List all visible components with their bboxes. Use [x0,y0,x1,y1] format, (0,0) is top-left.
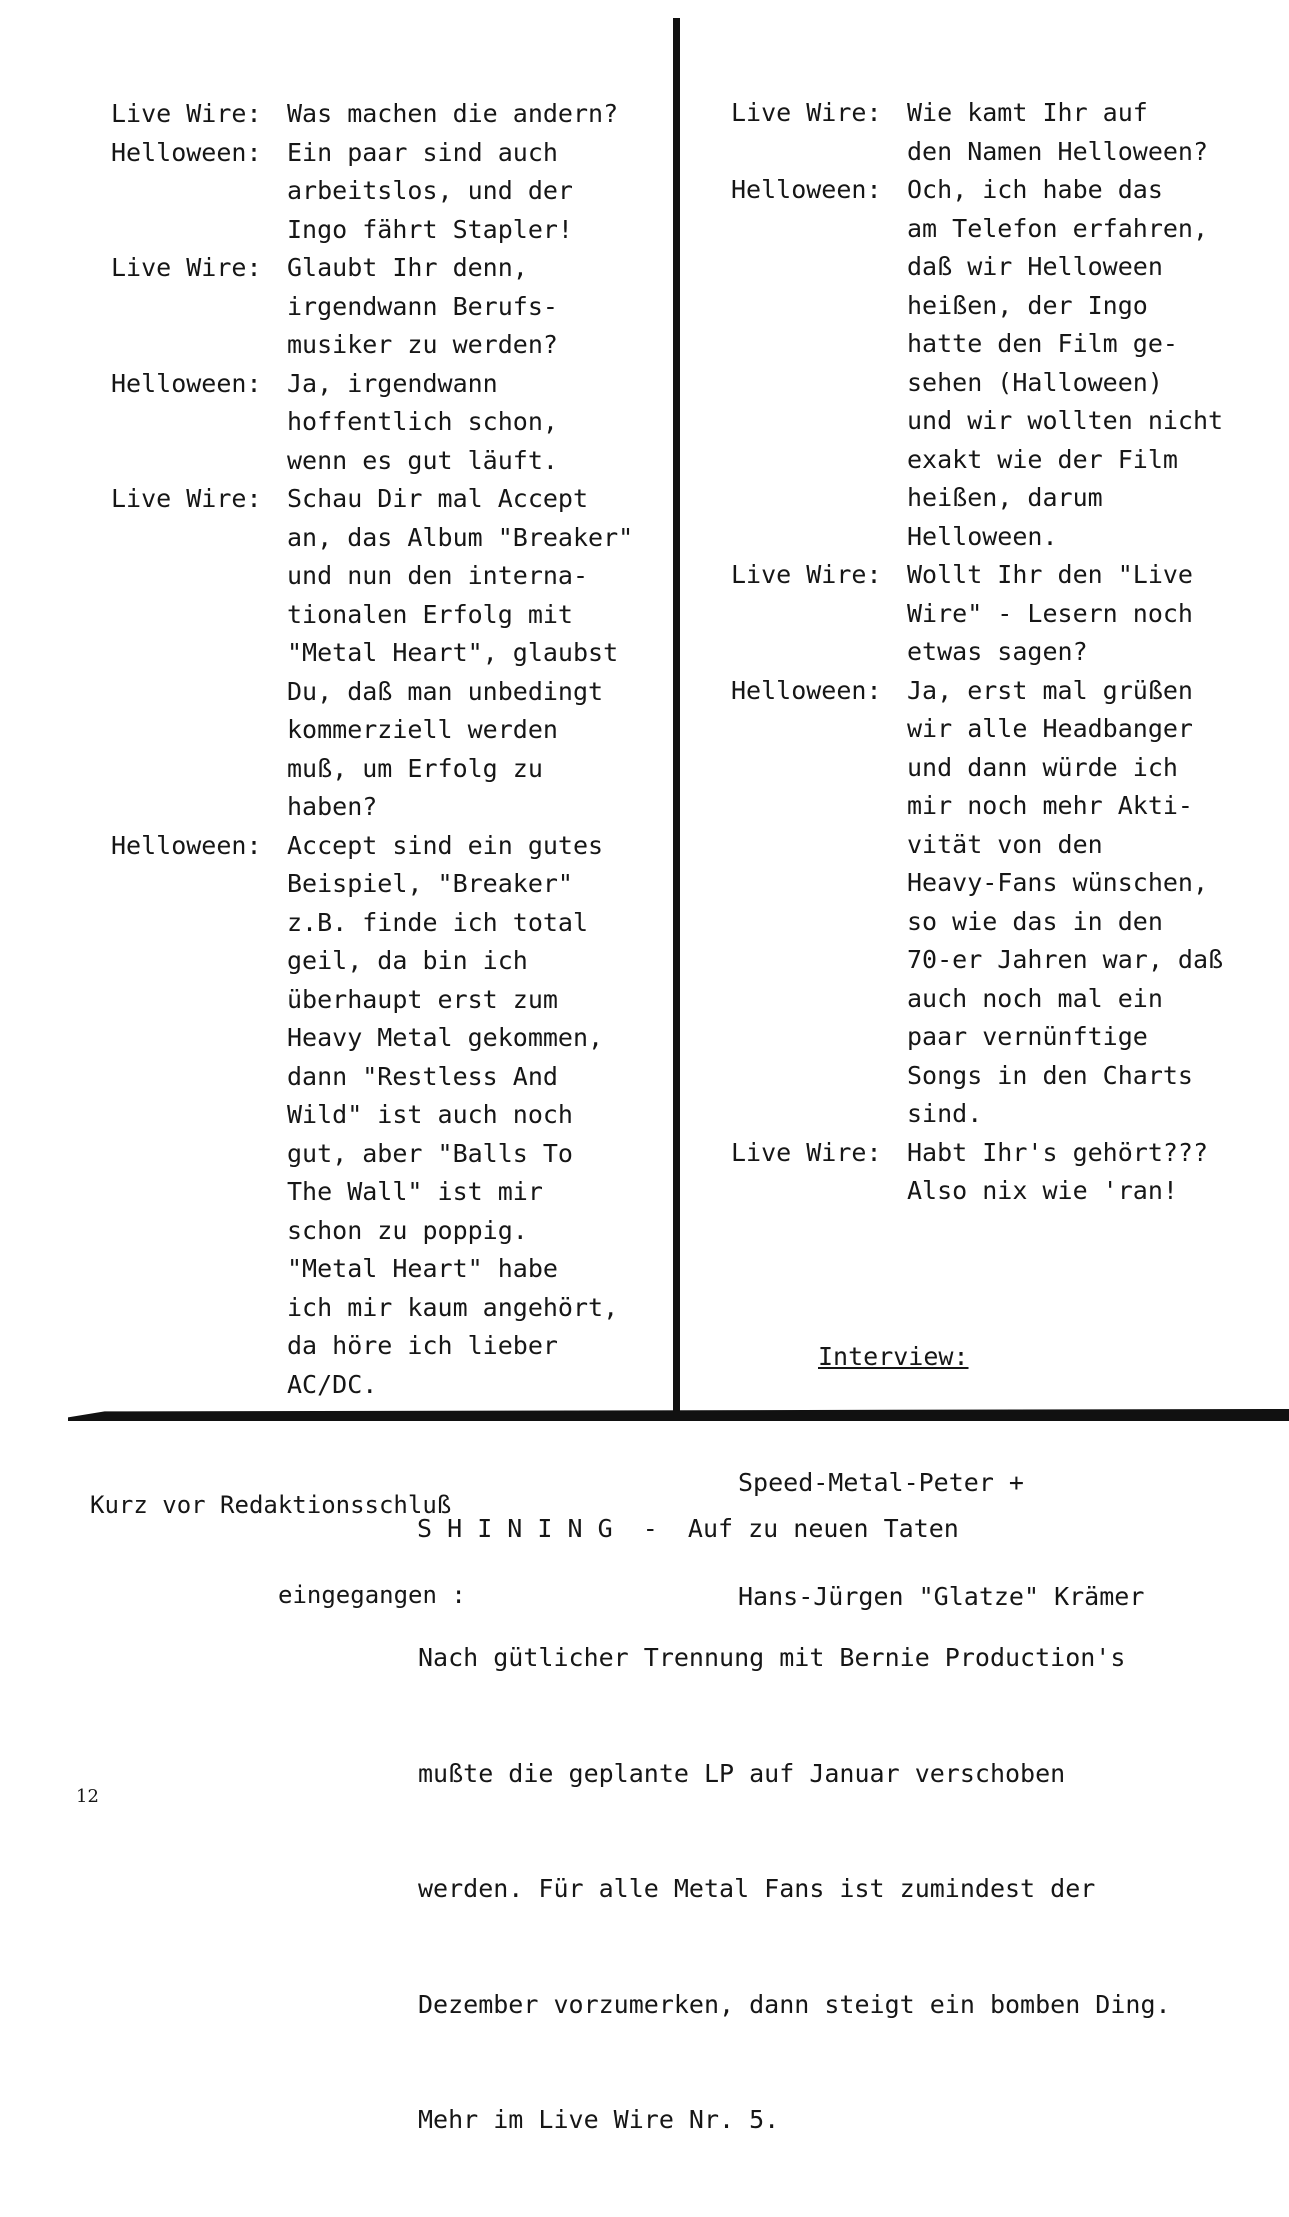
dialogue-text: Also nix wie 'ran! [907,1176,1178,1205]
dialogue-line [731,864,1223,903]
dialogue-line [111,827,633,866]
dialogue-text: an, das Album "Breaker" [287,522,634,552]
dialogue-line [731,364,1223,403]
speaker-label: Live Wire: [111,484,262,513]
dialogue-line [111,788,633,827]
dialogue-text: da höre ich lieber [287,1331,558,1360]
dialogue-line [731,1095,1223,1134]
credits-line: Speed-Metal-Peter + [738,1468,1024,1497]
speaker-label [111,1327,287,1366]
speaker-label: Helloween: [731,175,882,204]
dialogue-line [731,1134,1223,1173]
dialogue-text: heißen, darum [907,483,1103,512]
speaker-label [111,172,287,211]
credits-heading: Interview: [818,1342,969,1371]
dialogue-text: AC/DC. [287,1369,378,1399]
dialogue-text: Heavy Metal gekommen, [287,1023,604,1052]
dialogue-text: ich mir kaum angehört, [287,1292,619,1322]
speaker-label [111,788,287,827]
dialogue-text: Ein paar sind auch [287,137,558,167]
dialogue-line [111,249,633,288]
dialogue-text: Was machen die andern? [287,99,619,128]
speaker-label: Live Wire: [731,1137,882,1167]
shining-line: Nach gütlicher Trennung mit Bernie Production's [418,1643,1126,1672]
dialogue-line [111,865,633,904]
dialogue-text: z.B. finde ich total [287,907,589,937]
dialogue-line [731,518,1223,557]
dialogue-text: hoffentlich schon, [287,407,558,436]
dialogue-line [111,1289,633,1328]
dialogue-text: The Wall" ist mir [287,1177,543,1206]
dialogue-line [111,634,633,673]
speaker-label [111,442,287,481]
speaker-label [731,133,907,172]
speaker-label [731,787,907,826]
speaker-label [111,673,287,712]
dialogue-text: überhaupt erst zum [287,984,558,1014]
dialogue-line [731,1057,1223,1096]
dialogue-text: 70-er Jahren war, daß [907,945,1224,974]
dialogue-line [731,402,1223,441]
interview-right-column [731,94,1223,1211]
speaker-label: Live Wire: [111,99,262,128]
dialogue-line [731,633,1223,672]
speaker-label [731,980,907,1019]
dialogue-line [731,556,1223,595]
dialogue-line [111,1366,633,1405]
speaker-label [111,211,287,250]
dialogue-text: auch noch mal ein [907,983,1163,1013]
speaker-label [731,248,907,287]
dialogue-line [731,672,1223,711]
dialogue-line [111,365,633,404]
speaker-label [731,441,907,480]
dialogue-text: "Metal Heart", glaubst [287,638,619,667]
dialogue-line [731,903,1223,942]
speaker-label [111,1173,287,1212]
speaker-label [111,865,287,904]
dialogue-text: Helloween. [907,521,1058,551]
dialogue-text: Heavy-Fans wünschen, [907,868,1209,897]
speaker-label [731,1018,907,1057]
dialogue-text: kommerziell werden [287,715,558,744]
shining-line: werden. Für alle Metal Fans ist zumindest der [418,1874,1096,1903]
speaker-label [111,519,287,558]
speaker-label [731,1095,907,1134]
credits-line: Hans-Jürgen "Glatze" Krämer [738,1582,1145,1611]
dialogue-text: wenn es gut läuft. [287,445,558,475]
dialogue-text: so wie das in den [907,906,1163,936]
shining-line: mußte die geplante LP auf Januar verschoben [418,1758,1066,1788]
dialogue-line [111,673,633,712]
dialogue-line [731,595,1223,634]
speaker-label [731,826,907,865]
speaker-label [111,1135,287,1174]
dialogue-text: Glaubt Ihr denn, [287,253,528,282]
dialogue-line [731,210,1223,249]
dialogue-text: muß, um Erfolg zu [287,753,543,783]
dialogue-line [731,980,1223,1019]
dialogue-line [111,981,633,1020]
dialogue-line [111,519,633,558]
dialogue-text: Accept sind ein gutes [287,830,604,860]
dialogue-text: Schau Dir mal Accept [287,484,589,513]
speaker-label [111,403,287,442]
shining-line: Mehr im Live Wire Nr. 5. [418,2105,780,2134]
speaker-label [111,1212,287,1251]
dialogue-line [111,403,633,442]
dialogue-text: Ingo fährt Stapler! [287,214,573,244]
speaker-label [111,711,287,750]
speaker-label [731,1057,907,1096]
dialogue-text: geil, da bin ich [287,946,528,975]
dialogue-line [111,211,633,250]
late-news-note [90,1430,466,1670]
speaker-label [731,749,907,788]
dialogue-text: Wire" - Lesern noch [907,598,1193,628]
speaker-label [731,710,907,749]
dialogue-text: dann "Restless And [287,1061,558,1091]
dialogue-line [111,288,633,327]
dialogue-text: und dann würde ich [907,752,1178,782]
dialogue-line [731,171,1223,210]
dialogue-line [111,1173,633,1212]
speaker-label [111,1058,287,1097]
dialogue-text: "Metal Heart" habe [287,1254,558,1283]
dialogue-text: arbeitslos, und der [287,176,573,205]
dialogue-text: daß wir Helloween [907,252,1163,281]
dialogue-line [731,1172,1223,1211]
speaker-label: Helloween: [731,675,882,705]
dialogue-text: Och, ich habe das [907,175,1163,204]
dialogue-text: etwas sagen? [907,637,1088,666]
dialogue-line [731,1018,1223,1057]
dialogue-line [111,750,633,789]
dialogue-text: sind. [907,1099,983,1128]
speaker-label [731,941,907,980]
dialogue-text: musiker zu werden? [287,330,558,359]
dialogue-line [111,442,633,481]
speaker-label [111,1019,287,1058]
dialogue-text: Habt Ihr's gehört??? [907,1137,1209,1167]
speaker-label: Live Wire: [111,253,262,282]
dialogue-line [731,441,1223,480]
speaker-label [111,1250,287,1289]
dialogue-line [731,826,1223,865]
dialogue-line [111,596,633,635]
dialogue-line [111,1327,633,1366]
dialogue-line [731,787,1223,826]
speaker-label [731,595,907,634]
dialogue-text: paar vernünftige [907,1022,1148,1051]
column-divider [673,18,680,1418]
late-news-line: eingegangen : [278,1581,466,1609]
dialogue-line [731,941,1223,980]
dialogue-text: Ja, irgendwann [287,368,498,398]
speaker-label [731,364,907,403]
dialogue-line [111,326,633,365]
dialogue-line [111,711,633,750]
dialogue-text: und wir wollten nicht [907,406,1224,435]
speaker-label: Live Wire: [731,98,882,127]
dialogue-line [111,1212,633,1251]
dialogue-text: hatte den Film ge- [907,329,1178,358]
dialogue-text: Songs in den Charts [907,1060,1193,1090]
speaker-label [111,942,287,981]
speaker-label [731,518,907,557]
dialogue-line [111,134,633,173]
dialogue-text: irgendwann Berufs- [287,291,558,321]
dialogue-line [111,95,633,134]
speaker-label [111,1289,287,1328]
dialogue-text: tionalen Erfolg mit [287,599,573,629]
dialogue-text: exakt wie der Film [907,444,1178,474]
dialogue-text: den Namen Helloween? [907,136,1209,166]
speaker-label [731,287,907,326]
dialogue-line [111,1058,633,1097]
speaker-label: Helloween: [111,368,262,398]
dialogue-text: Wild" ist auch noch [287,1100,573,1129]
dialogue-line [111,1019,633,1058]
dialogue-text: mir noch mehr Akti- [907,791,1193,820]
page-number: 12 [76,1786,99,1807]
dialogue-line [111,172,633,211]
dialogue-text: am Telefon erfahren, [907,213,1209,243]
dialogue-text: vität von den [907,829,1103,859]
speaker-label [111,981,287,1020]
speaker-label [731,479,907,518]
speaker-label [731,864,907,903]
dialogue-text: Wie kamt Ihr auf [907,98,1148,127]
speaker-label [731,903,907,942]
speaker-label: Live Wire: [731,560,882,589]
dialogue-line [111,904,633,943]
speaker-label [111,1366,287,1405]
speaker-label [111,904,287,943]
dialogue-text: haben? [287,792,378,821]
dialogue-line [111,557,633,596]
dialogue-line [111,942,633,981]
shining-line: Dezember vorzumerken, dann steigt ein bomben Ding. [418,1989,1171,2019]
speaker-label [731,1172,907,1211]
late-news-line: Kurz vor Redaktionsschluß [90,1491,452,1519]
dialogue-text: Ja, erst mal grüßen [907,675,1193,705]
dialogue-line [731,325,1223,364]
dialogue-text: heißen, der Ingo [907,290,1148,320]
dialogue-text: Du, daß man unbedingt [287,676,604,706]
speaker-label: Helloween: [111,830,262,860]
speaker-label [731,402,907,441]
speaker-label: Helloween: [111,137,262,167]
dialogue-text: Beispiel, "Breaker" [287,869,573,898]
dialogue-line [111,1135,633,1174]
dialogue-line [111,1096,633,1135]
dialogue-line [731,287,1223,326]
dialogue-text: schon zu poppig. [287,1215,528,1245]
speaker-label [111,557,287,596]
dialogue-line [731,133,1223,172]
dialogue-line [731,479,1223,518]
dialogue-line [111,1250,633,1289]
dialogue-line [731,710,1223,749]
dialogue-text: sehen (Halloween) [907,367,1163,397]
shining-title: S H I N I N G - Auf zu neuen Taten [417,1514,959,1543]
dialogue-line [731,749,1223,788]
dialogue-text: gut, aber "Balls To [287,1138,573,1168]
dialogue-text: Wollt Ihr den "Live [907,560,1193,589]
dialogue-text: und nun den interna- [287,561,589,590]
speaker-label [731,633,907,672]
dialogue-line [731,248,1223,287]
speaker-label [111,634,287,673]
interview-left-column [111,95,633,1404]
dialogue-line [731,94,1223,133]
dialogue-text: wir alle Headbanger [907,714,1193,743]
speaker-label [111,288,287,327]
speaker-label [111,750,287,789]
speaker-label [111,596,287,635]
speaker-label [111,1096,287,1135]
speaker-label [731,210,907,249]
speaker-label [731,325,907,364]
shining-body [418,1562,1171,2217]
speaker-label [111,326,287,365]
dialogue-line [111,480,633,519]
